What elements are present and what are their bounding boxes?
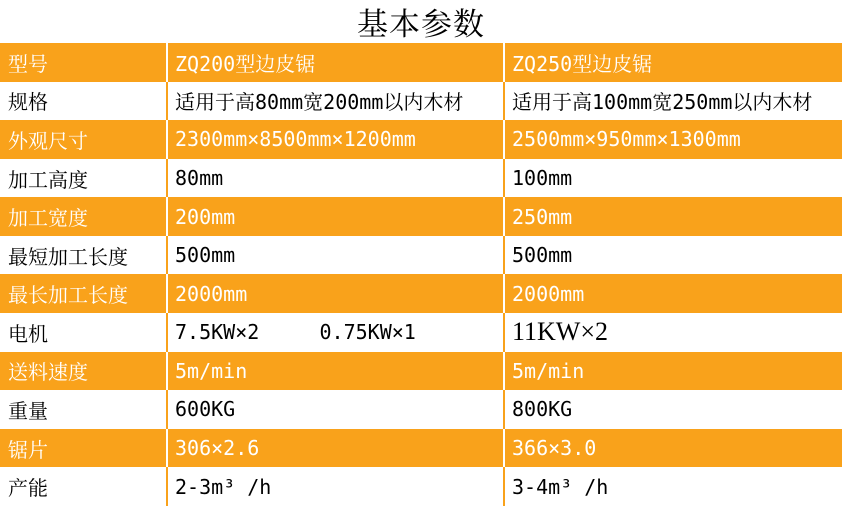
value-zq200: 适用于高80mm宽200mm以内木材 bbox=[168, 82, 505, 121]
row-label: 规格 bbox=[0, 82, 168, 121]
value-zq250: 3-4m³ /h bbox=[512, 474, 609, 499]
row-label: 最长加工长度 bbox=[0, 274, 168, 313]
table-row bbox=[0, 467, 842, 506]
table-row bbox=[0, 236, 842, 275]
table-row bbox=[0, 352, 842, 391]
table-row bbox=[0, 390, 842, 429]
value-zq250: 800KG bbox=[512, 397, 573, 422]
row-label: 型号 bbox=[0, 43, 168, 82]
row-label: 加工高度 bbox=[0, 159, 168, 198]
table-row bbox=[0, 43, 842, 82]
value-zq200: 2000mm bbox=[168, 274, 505, 313]
value-zq250: 2500mm×950mm×1300mm bbox=[512, 127, 741, 152]
value-zq200: 500mm bbox=[168, 236, 505, 275]
value-zq250: ZQ250型边皮锯 bbox=[512, 51, 653, 76]
row-label: 加工宽度 bbox=[0, 197, 168, 236]
row-label: 外观尺寸 bbox=[0, 120, 168, 159]
table-row bbox=[0, 197, 842, 236]
row-label: 送料速度 bbox=[0, 352, 168, 391]
value-zq250: 500mm bbox=[512, 243, 573, 268]
value-zq200: 2300mm×8500mm×1200mm bbox=[168, 120, 505, 159]
spec-table bbox=[0, 43, 842, 506]
value-zq250: 11KW×2 bbox=[512, 317, 609, 347]
value-zq200: ZQ200型边皮锯 bbox=[168, 43, 505, 82]
row-label: 重量 bbox=[0, 390, 168, 429]
table-row bbox=[0, 159, 842, 198]
row-label: 最短加工长度 bbox=[0, 236, 168, 275]
value-zq250: 100mm bbox=[512, 166, 573, 191]
table-row bbox=[0, 274, 842, 313]
value-zq250: 250mm bbox=[512, 204, 573, 229]
value-zq200: 200mm bbox=[168, 197, 505, 236]
value-zq250: 5m/min bbox=[512, 358, 585, 383]
value-zq200: 600KG bbox=[168, 390, 505, 429]
value-zq200: 2-3m³ /h bbox=[168, 467, 505, 506]
row-label: 电机 bbox=[0, 313, 168, 352]
row-label: 锯片 bbox=[0, 429, 168, 468]
row-label: 产能 bbox=[0, 467, 168, 506]
table-row bbox=[0, 313, 842, 352]
value-zq200: 306×2.6 bbox=[168, 429, 505, 468]
value-zq200: 5m/min bbox=[168, 352, 505, 391]
table-row bbox=[0, 120, 842, 159]
value-zq200: 80mm bbox=[168, 159, 505, 198]
value-zq200: 7.5KW×2 0.75KW×1 bbox=[168, 313, 505, 352]
table-row bbox=[0, 429, 842, 468]
page-title: 基本参数 bbox=[357, 7, 485, 43]
value-zq250: 366×3.0 bbox=[512, 436, 597, 461]
value-zq250: 适用于高100mm宽250mm以内木材 bbox=[512, 90, 813, 115]
value-zq250: 2000mm bbox=[512, 281, 585, 306]
table-row bbox=[0, 82, 842, 121]
